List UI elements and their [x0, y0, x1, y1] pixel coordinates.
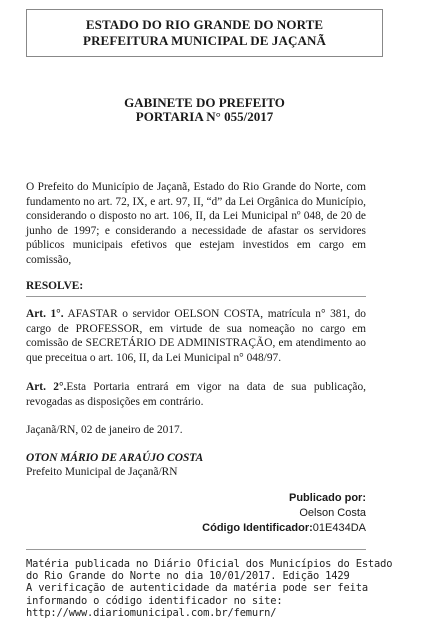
- footer-notice: [26, 558, 393, 619]
- article-2: [26, 380, 366, 409]
- header-box: [26, 9, 383, 57]
- header-prefeitura: PREFEITURA MUNICIPAL DE JAÇANÃ: [83, 33, 326, 48]
- header-state: ESTADO DO RIO GRANDE DO NORTE: [85, 17, 324, 32]
- footer-line: informando o código identificador no site:: [26, 594, 283, 607]
- article-1-text: AFASTAR o servidor OELSON COSTA, matrícula n° 381, do cargo de PROFESSOR, em virtude de sua nomeação no cargo em comissão de SECRETÁRIO DE ADMINISTRAÇÃO, em atendimento ao que preceitua o art. 106, II, da Lei Municipal n° 048/97.: [26, 308, 366, 364]
- publication-info: [202, 491, 366, 536]
- resolve-divider: [26, 296, 366, 297]
- code-value: 01E434DA: [312, 522, 366, 534]
- footer-line: do Rio Grande do Norte no dia 10/01/2017. Edição 1429: [26, 570, 350, 583]
- article-2-text: Esta Portaria entrará em vigor na data de sua publicação, revogadas as disposições em contrário.: [26, 381, 366, 408]
- footer-line: A verificação de autenticidade da matéria pode ser feita: [26, 582, 368, 595]
- footer-line: Matéria publicada no Diário Oficial dos Municípios do Estado: [26, 558, 393, 570]
- published-label: Publicado por:: [289, 492, 366, 504]
- article-2-label: Art. 2°.: [26, 381, 67, 393]
- article-1: [26, 307, 366, 365]
- portaria-number: PORTARIA N° 055/2017: [135, 109, 274, 124]
- signer-name: OTON MÁRIO DE ARAÚJO COSTA: [26, 452, 204, 464]
- resolve-heading: RESOLVE:: [26, 280, 84, 292]
- article-1-label: Art. 1°.: [26, 308, 64, 320]
- gabinete-heading: GABINETE DO PREFEITO: [124, 95, 285, 110]
- date-line: Jaçanã/RN, 02 de janeiro de 2017.: [26, 424, 183, 436]
- signer-role: Prefeito Municipal de Jaçanã/RN: [26, 466, 178, 478]
- document-title: [26, 96, 383, 124]
- preamble-paragraph: O Prefeito do Município de Jaçanã, Estado do Rio Grande do Norte, com fundamento no art. 72, IX, e art. 97, II, “d” da Lei Orgânica do Município, considerando o disposto no art. 106, II, da Lei Municipal nº 048, de 20 de junho de 1997; e considerando a necessidade de afastar os servidores públicos municipais efetivos que estejam investidos em cargo em comissão,: [26, 181, 366, 266]
- footer-link[interactable]: http://www.diariomunicipal.com.br/femurn/: [26, 606, 277, 619]
- footer-divider: [26, 549, 366, 550]
- code-label: Código Identificador:: [202, 522, 313, 534]
- published-by: Oelson Costa: [299, 507, 366, 519]
